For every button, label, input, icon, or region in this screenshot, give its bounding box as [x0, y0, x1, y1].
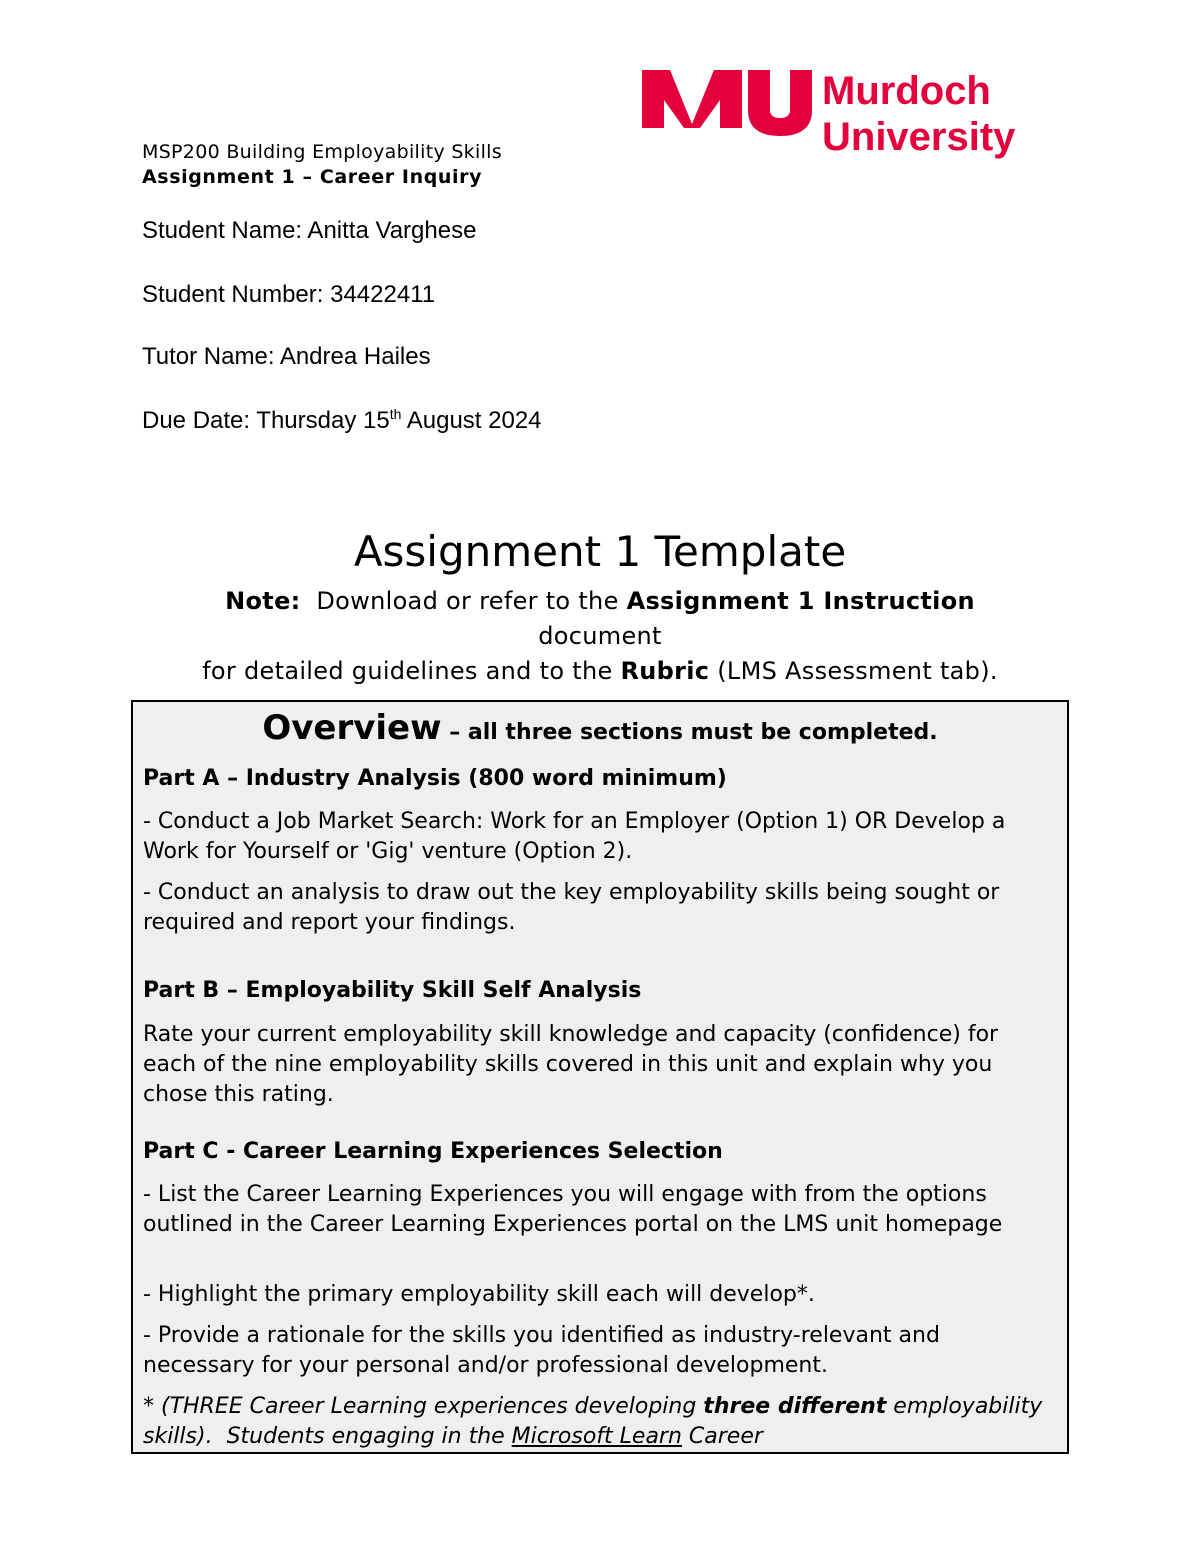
due-date: Due Date: Thursday 15th August 2024 [142, 406, 542, 434]
part-c-p2: - Highlight the primary employability skill each will develop*. [143, 1282, 815, 1307]
student-number: Student Number: 34422411 [142, 281, 436, 308]
part-c-p3: - Provide a rationale for the skills you identified as industry-relevant and necessary for your personal and/or professional development. [143, 1323, 940, 1378]
part-b-p1: Rate your current employability skill knowledge and capacity (confidence) for each of the nine employability skills covered in this unit and explain why you chose this rating. [143, 1022, 999, 1107]
footnote: * (THREE Career Learning experiences developing three different employability skills). Students engaging in the Microsoft Learn Career [143, 1394, 1050, 1449]
document-title: Assignment 1 Template [353, 527, 847, 576]
part-c-p1: - List the Career Learning Experiences you will engage with from the options outlined in the Career Learning Experiences portal on the LMS unit homepage [143, 1182, 1003, 1237]
unit-title: MSP200 Building Employability Skills [142, 141, 502, 163]
part-a-title: Part A – Industry Analysis (800 word minimum) [143, 766, 727, 791]
overview-heading: Overview – all three sections must be completed. [262, 708, 938, 748]
part-b-title: Part B – Employability Skill Self Analysis [143, 978, 642, 1003]
tutor-name: Tutor Name: Andrea Hailes [142, 343, 431, 370]
part-c-title: Part C - Career Learning Experiences Selection [143, 1139, 723, 1164]
murdoch-university-logo [640, 66, 1060, 166]
note: Note: Download or refer to the Assignment 1 Instruction document for detailed guidelines and to the Rubric (LMS Assessment tab). [202, 587, 998, 685]
part-a-p2: - Conduct an analysis to draw out the key employability skills being sought or required and report your findings. [143, 880, 1000, 935]
assignment-subtitle: Assignment 1 – Career Inquiry [142, 166, 483, 188]
logo-line2: University [822, 115, 1016, 159]
logo-line1: Murdoch [822, 69, 991, 113]
overview-box [131, 700, 1069, 1454]
student-name: Student Name: Anitta Varghese [142, 217, 477, 244]
part-a-p1: - Conduct a Job Market Search: Work for an Employer (Option 1) OR Develop a Work for Yourself or 'Gig' venture (Option 2). [143, 809, 1006, 864]
microsoft-learn-link[interactable]: Microsoft Learn [511, 1424, 682, 1449]
